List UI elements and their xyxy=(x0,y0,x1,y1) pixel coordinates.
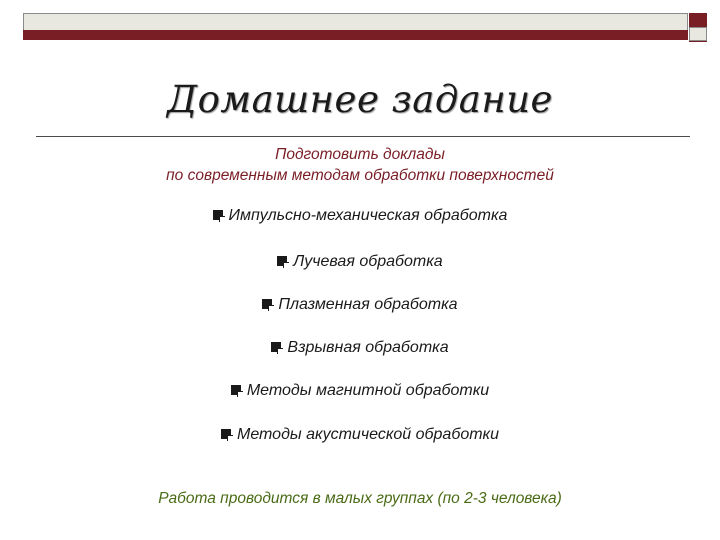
list-item-label: Взрывная обработка xyxy=(287,339,449,356)
subtitle-line-1: Подготовить доклады xyxy=(275,146,445,163)
list-item xyxy=(0,207,720,225)
list-item-label: Методы магнитной обработки xyxy=(246,382,490,399)
top-decorative-bar xyxy=(23,13,688,31)
square-bullet-icon xyxy=(231,385,241,395)
subtitle-line-2: по современным методам обработки поверхностей xyxy=(166,167,554,184)
title-divider xyxy=(36,136,690,137)
list-item xyxy=(0,253,720,271)
list-item-label: Импульсно-механическая обработка xyxy=(228,207,508,224)
square-bullet-icon xyxy=(262,299,272,309)
square-bullet-icon xyxy=(213,210,223,220)
slide-title: Домашнее задание xyxy=(167,78,553,121)
footer-note: Работа проводится в малых группах (по 2-3 человека) xyxy=(158,490,562,507)
list-item-label: Методы акустической обработки xyxy=(236,426,499,443)
list-item-label: Плазменная обработка xyxy=(278,296,458,313)
list-item xyxy=(0,382,720,400)
list-item xyxy=(0,339,720,357)
square-bullet-icon xyxy=(221,429,231,439)
square-bullet-icon xyxy=(277,256,287,266)
top-accent-line xyxy=(23,30,688,40)
list-item xyxy=(0,296,720,314)
corner-accent-box-inner xyxy=(689,27,707,41)
square-bullet-icon xyxy=(271,342,281,352)
list-item xyxy=(0,426,720,444)
list-item-label: Лучевая обработка xyxy=(293,253,443,270)
